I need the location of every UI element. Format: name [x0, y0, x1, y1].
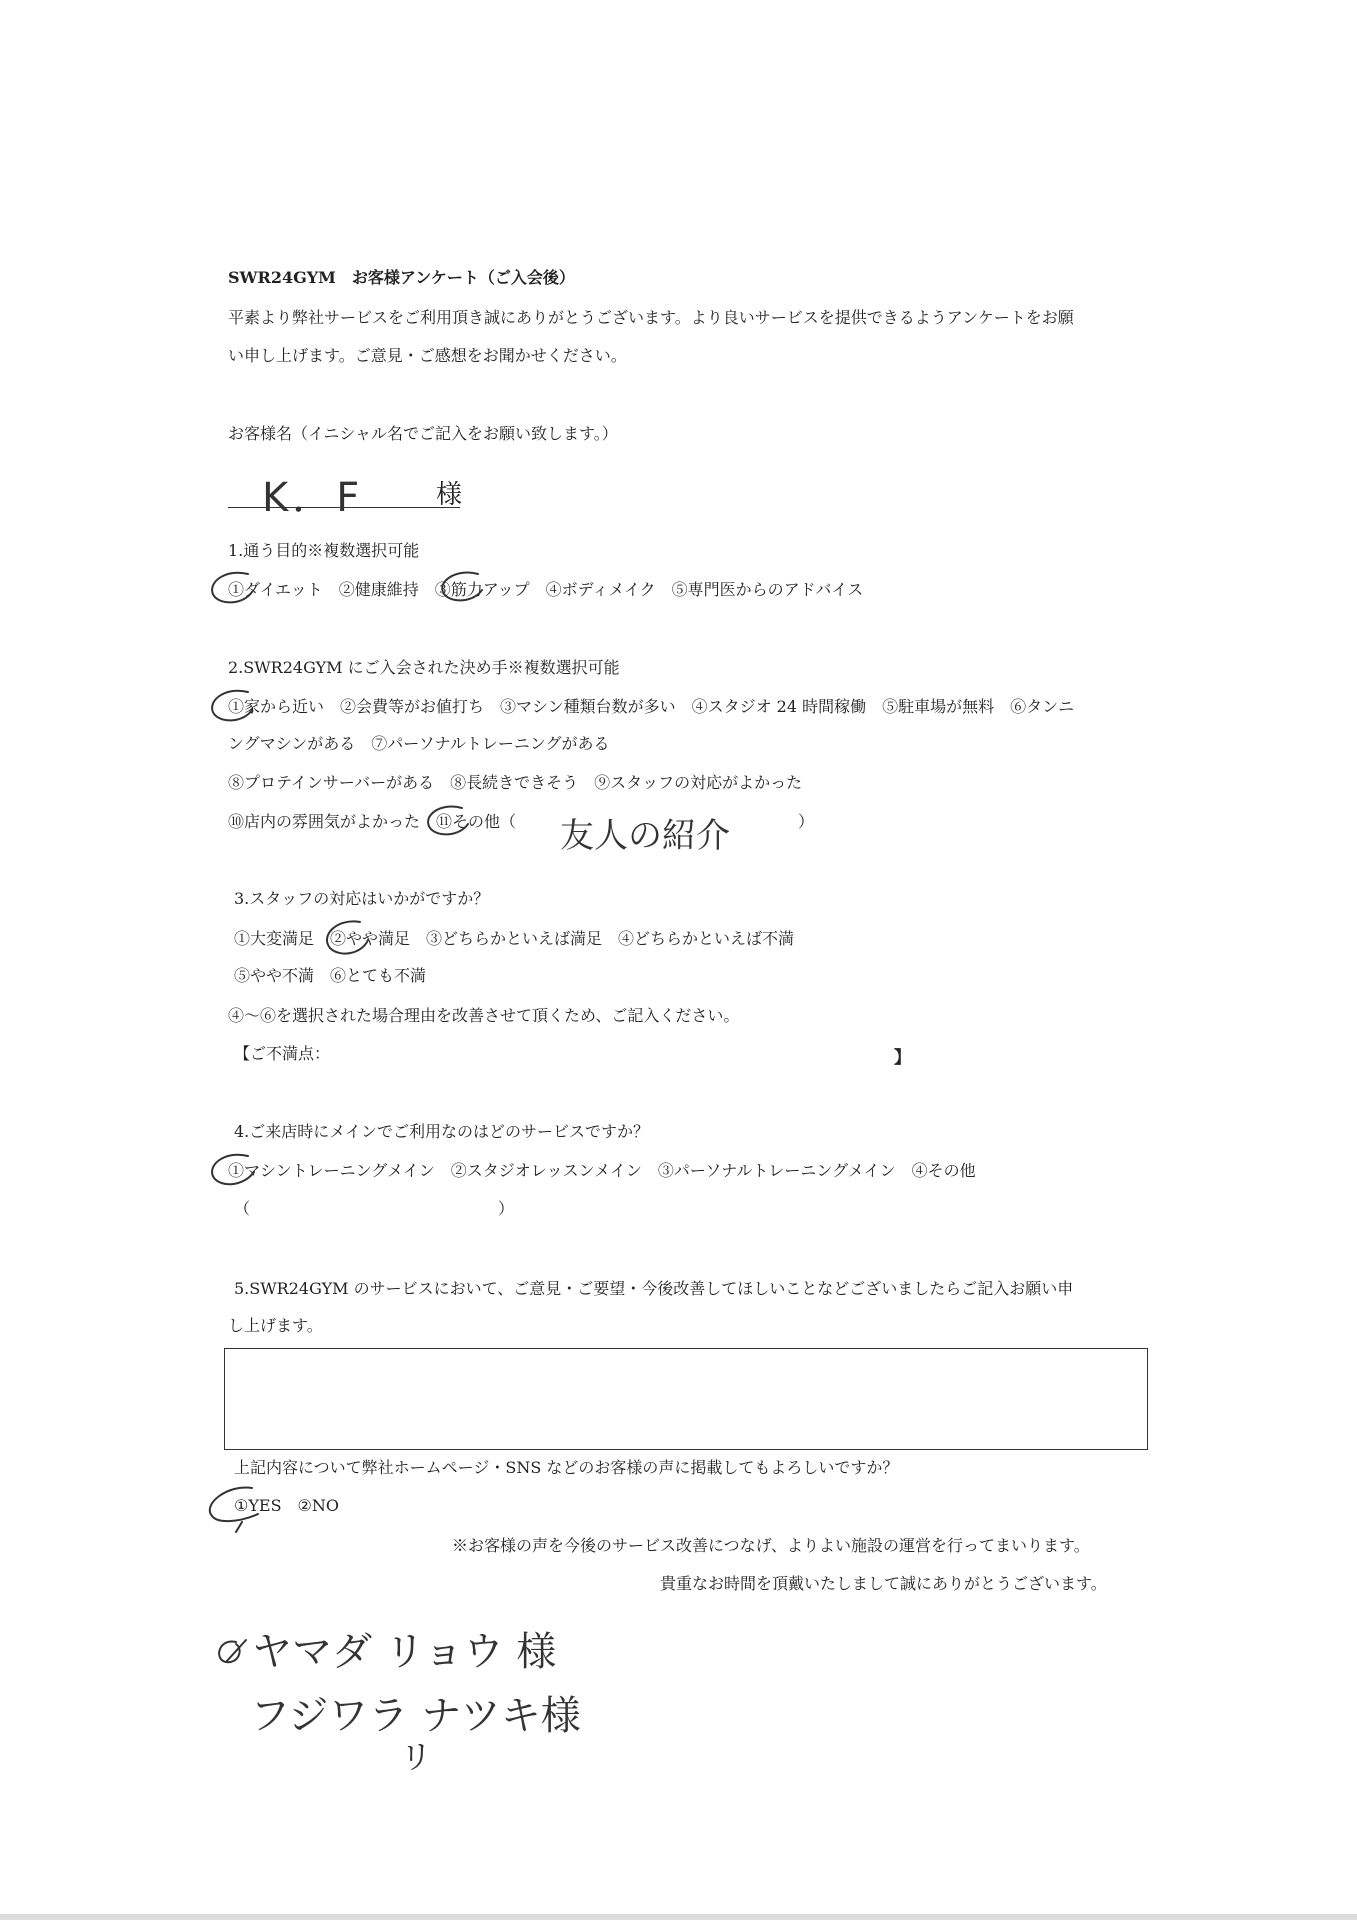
- publish-options: ①YES ②NO: [234, 1496, 340, 1515]
- q2-options-line-4: ⑩店内の雰囲気がよかった ⑪その他（: [228, 812, 517, 831]
- q4-other-open-paren: （: [234, 1199, 251, 1218]
- customer-honorific: 様: [436, 480, 463, 510]
- q3-complaint-label: 【ご不満点：: [234, 1044, 331, 1063]
- customer-name-label: お客様名（イニシャル名でご記入をお願い致します。）: [228, 424, 618, 443]
- q2-other-close-paren: ）: [798, 812, 815, 831]
- q5-line-1: 5.SWR24GYM のサービスにおいて、ご意見・ご要望・今後改善してほしいことなどございましたらご記入お願い申: [234, 1279, 1074, 1298]
- publish-question: 上記内容について弊社ホームページ・SNS などのお客様の声に掲載してもよろしいですか？: [234, 1458, 899, 1477]
- customer-name-handwritten: K．F: [262, 475, 364, 521]
- survey-title: SWR24GYM お客様アンケート（ご入会後）: [228, 268, 575, 287]
- intro-line-1: 平素より弊社サービスをご利用頂き誠にありがとうございます。より良いサービスを提供できるようアンケートをお願: [228, 308, 1074, 327]
- q4-options: ①マシントレーニングメイン ②スタジオレッスンメイン ③パーソナルトレーニングメイン ④その他: [228, 1161, 976, 1180]
- closing-line-2: 貴重なお時間を頂戴いたしまして誠にありがとうございます。: [660, 1574, 1107, 1593]
- publish-circle-tail: [236, 1522, 242, 1532]
- intro-line-2: い申し上げます。ご意見・ご感想をお聞かせください。: [228, 346, 627, 365]
- customer-name-underline: [228, 507, 460, 508]
- q2-options-line-3: ⑧プロテインサーバーがある ⑧長続きできそう ⑨スタッフの対応がよかった: [228, 773, 803, 792]
- q2-title: 2.SWR24GYM にご入会された決め手※複数選択可能: [228, 658, 620, 677]
- q2-other-handwritten: 友人の紹介: [560, 816, 730, 856]
- q5-line-2: し上げます。: [228, 1316, 323, 1335]
- q1-options: ①ダイエット ②健康維持 ③筋力アップ ④ボディメイク ⑤専門医からのアドバイス: [228, 580, 864, 599]
- q5-comment-box: [224, 1348, 1148, 1450]
- q3-complaint-close: 】: [894, 1048, 911, 1068]
- q1-title: 1.通う目的※複数選択可能: [228, 541, 420, 560]
- handwritten-note-line-1: ヤマダ リョウ 様: [252, 1629, 557, 1675]
- q3-note: ④～⑥を選択された場合理由を改善させて頂くため、ご記入ください。: [228, 1006, 740, 1025]
- handwritten-note-line-2-sub: リ: [400, 1738, 433, 1776]
- page-bottom-edge: [0, 1914, 1357, 1920]
- q3-options-line-2: ⑤やや不満 ⑥とても不満: [234, 966, 427, 985]
- q3-options-line-1: ①大変満足 ②やや満足 ③どちらかといえば満足 ④どちらかといえば不満: [234, 929, 795, 948]
- q4-other-close-paren: ）: [498, 1199, 515, 1218]
- q3-title: 3.スタッフの対応はいかがですか？: [234, 889, 490, 908]
- closing-line-1: ※お客様の声を今後のサービス改善につなげ、よりよい施設の運営を行ってまいります。: [452, 1536, 1090, 1555]
- q2-options-line-1: ①家から近い ②会費等がお値打ち ③マシン種類台数が多い ④スタジオ 24 時間稼働 ⑤駐車場が無料 ⑥タンニ: [228, 697, 1075, 716]
- note-checkmark: [219, 1640, 246, 1662]
- handwritten-note-line-2: フジワラ ナツキ様: [250, 1693, 581, 1739]
- q4-title: 4.ご来店時にメインでご利用なのはどのサービスですか？: [234, 1122, 649, 1141]
- q2-options-line-2: ングマシンがある ⑦パーソナルトレーニングがある: [228, 734, 610, 753]
